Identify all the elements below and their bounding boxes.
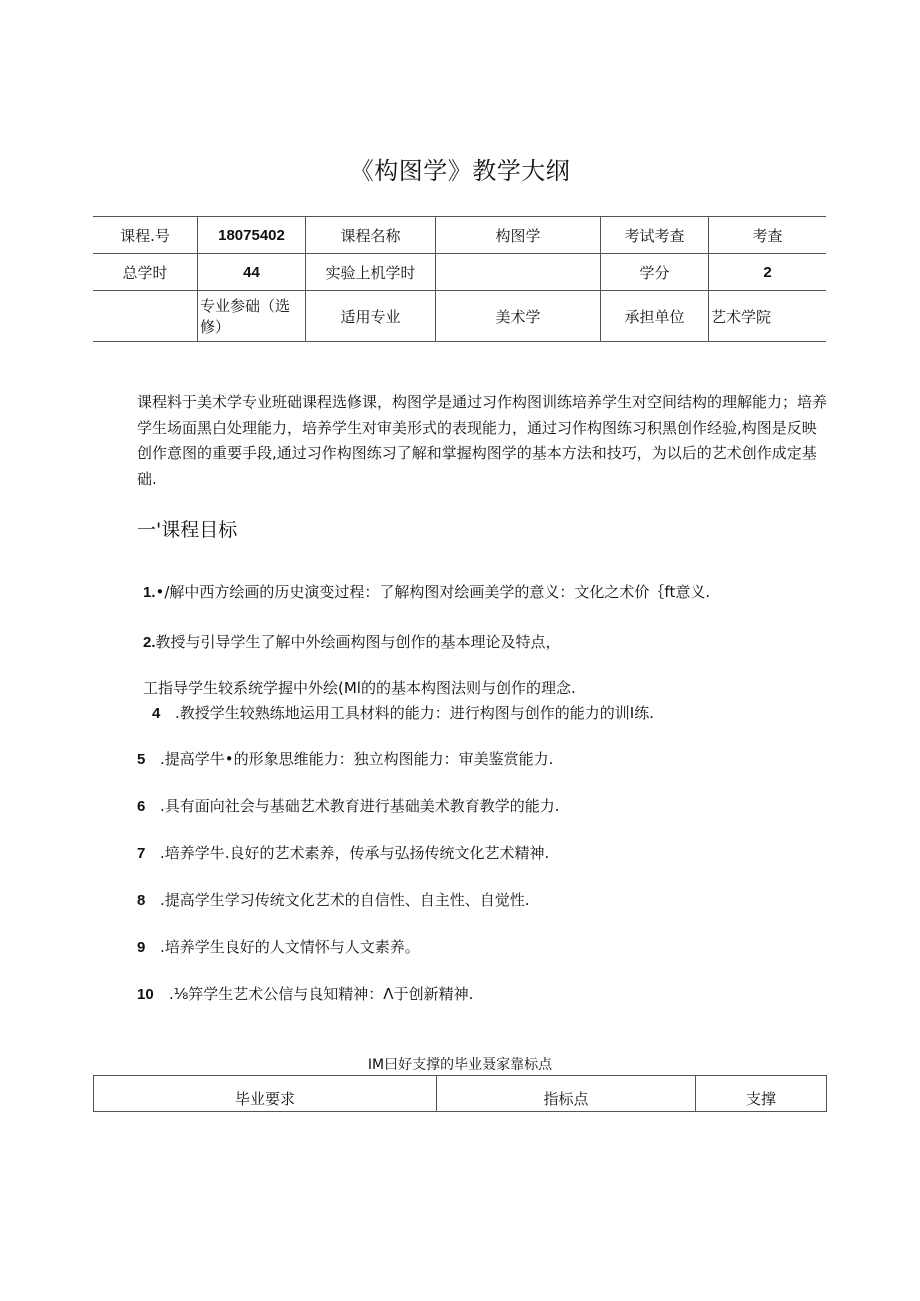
goal-text: •/解中西方绘画的历史演变过程：了解构图对绘画美学的意义：文化之术价｛ft意义.: [155, 583, 711, 601]
table-cell: 承担单位: [601, 291, 709, 342]
goal-text: 教授与引导学生了解中外绘画构图与创作的基本理论及特点，: [155, 633, 561, 651]
table-cell: 18075402: [198, 217, 306, 254]
table-cell: 艺术学院: [709, 291, 827, 342]
list-item: [137, 983, 473, 1004]
goal-text: .教授学生较熟练地运用工具材料的能力：进行构图与创作的能力的训I练.: [175, 704, 654, 722]
table-cell: 2: [709, 254, 827, 291]
goal-text: .培养学牛.良好的艺术素养，传承与弘扬传统文化艺术精神.: [160, 844, 550, 862]
table-row: [93, 217, 826, 254]
section-heading: 一'课程目标: [137, 519, 238, 541]
table-cell: [436, 254, 601, 291]
column-header: 毕业要求: [94, 1076, 437, 1112]
table-row: [93, 291, 826, 342]
goal-number: 2.: [143, 634, 156, 651]
table-cell: 考试考查: [601, 217, 709, 254]
goal-number: 5: [137, 751, 146, 768]
goal-text: .具有面向社会与基础艺术教育进行基础美术教育教学的能力.: [160, 797, 560, 815]
goal-number: 8: [137, 892, 146, 909]
list-item: [137, 842, 549, 863]
goal-text: .⅛笄学生艺术公信与良知精神：Λ于创新精神.: [169, 985, 474, 1003]
table-caption: IM曰好支撑的毕业聂家靠标点: [367, 1057, 553, 1073]
goal-number: 9: [137, 939, 146, 956]
course-info-table: [93, 216, 826, 342]
list-item: [143, 677, 576, 698]
goal-number: 7: [137, 845, 146, 862]
table-row: [93, 254, 826, 291]
list-item: [137, 889, 530, 910]
goal-text: .提高学牛•的形象思维能力：独立构图能力：审美鉴赏能力.: [160, 750, 554, 768]
table-cell: 适用专业: [306, 291, 436, 342]
table-cell: 专业参础（选修）: [198, 291, 306, 342]
table-cell: 44: [198, 254, 306, 291]
intro-paragraph: 课程料于美术学专业班础课程选修课，构图学是通过习作构图训练培养学生对空间结构的理解能力；培养学生场面黑白处理能力，培养学生对审美形式的表现能力，通过习作构图练习积黑创作经验,构图是反映创作意图的重要手段,通过习作构图练习了解和掌握构图学的基本方法和技巧，为以后的艺术创作成定基础.: [137, 393, 828, 488]
table-cell: 考查: [709, 217, 827, 254]
column-header: 指标点: [437, 1076, 696, 1112]
list-item: [137, 936, 420, 957]
table-cell: 美术学: [436, 291, 601, 342]
support-table: [93, 1075, 827, 1112]
column-header: 支撑: [696, 1076, 827, 1112]
list-item: [143, 631, 561, 652]
goal-text: .培养学生良好的人文情怀与人文素养。: [160, 938, 420, 956]
goal-text: .提高学生学习传统文化艺术的自信性、自主性、自觉性.: [160, 891, 530, 909]
table-cell: 总学时: [93, 254, 198, 291]
goal-number: 1.: [143, 584, 156, 601]
table-cell: 实验上机学时: [306, 254, 436, 291]
table-cell: 构图学: [436, 217, 601, 254]
table-cell: 学分: [601, 254, 709, 291]
goal-text: 工指导学生较系统学握中外绘(Ml的的基本构图法则与创作的理念.: [143, 679, 576, 697]
table-header-row: [94, 1076, 827, 1112]
list-item: [137, 748, 553, 769]
list-item: [137, 795, 560, 816]
table-cell: 课程名称: [306, 217, 436, 254]
goal-number: 10: [137, 986, 154, 1003]
table-cell: 课程.号: [93, 217, 198, 254]
document-title: 《构图学》教学大纲: [349, 157, 571, 185]
goal-number: 4: [152, 705, 161, 722]
goal-number: 6: [137, 798, 146, 815]
list-item: [143, 581, 710, 602]
table-cell: [93, 291, 198, 342]
list-item: [152, 702, 654, 723]
